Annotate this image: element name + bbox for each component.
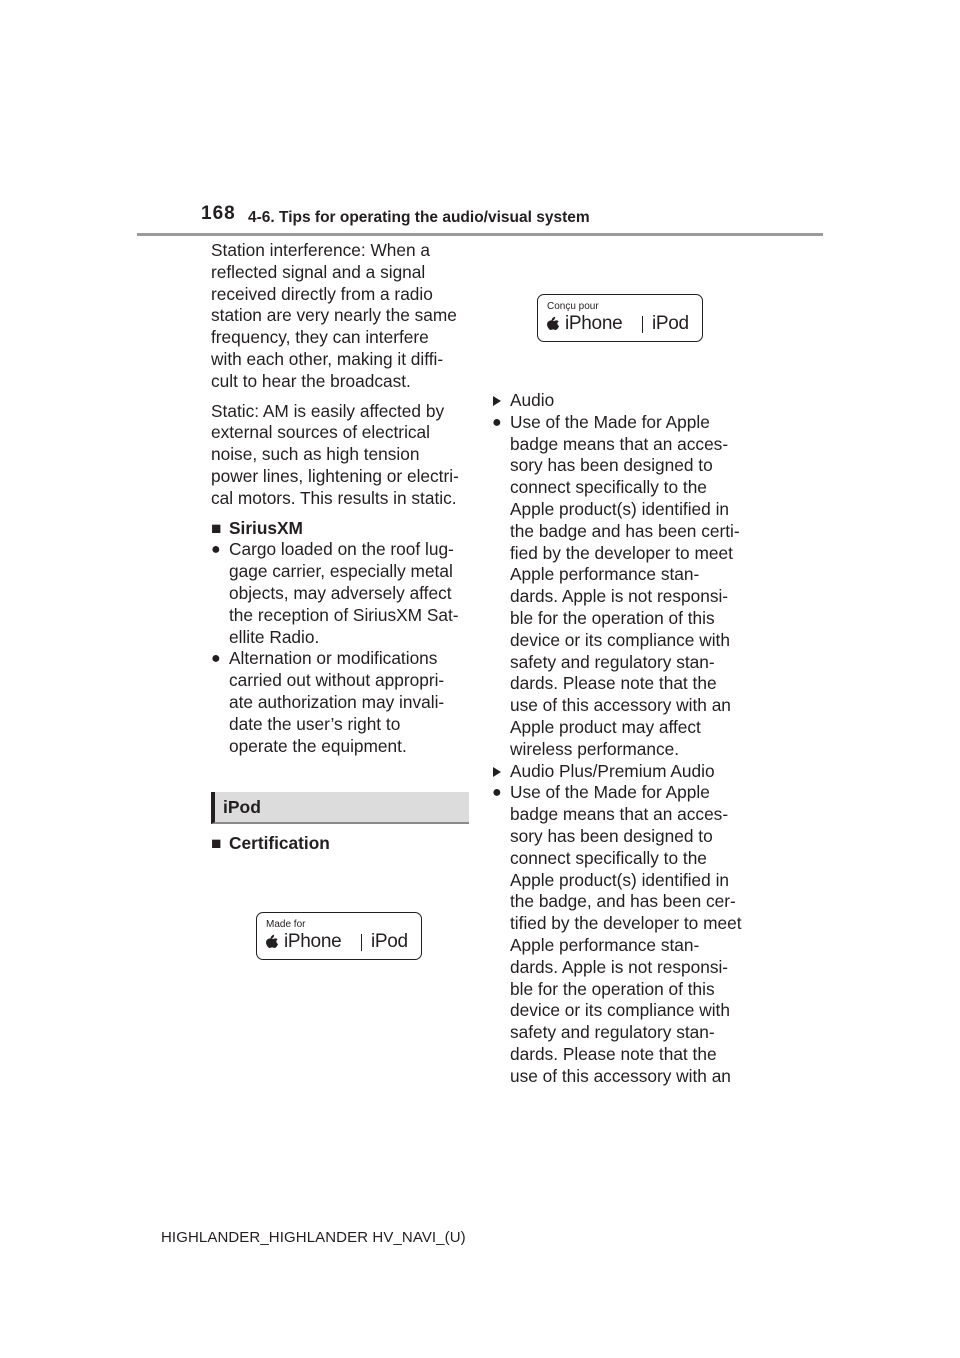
bullet-icon: ● <box>211 650 221 668</box>
triangle-bullet-icon <box>493 767 501 777</box>
badge-ipod-label: iPod <box>652 313 689 334</box>
concu-pour-iphone-ipod-badge <box>537 294 703 342</box>
bullet-item <box>211 648 473 757</box>
text-line: station are very nearly the same <box>211 305 457 326</box>
heading-label: SiriusXM <box>229 517 303 538</box>
text-line: Use of the Made for Apple <box>510 411 710 432</box>
text-line: cal motors. This results in static. <box>211 487 457 508</box>
text-line: gage carrier, especially metal <box>229 561 453 582</box>
text-line: connect specifically to the <box>510 847 707 868</box>
heading-label: Certification <box>229 833 330 853</box>
text-line: frequency, they can interfere <box>211 327 429 348</box>
text-line: the badge, and has been cer- <box>510 891 736 912</box>
text-line: operate the equipment. <box>229 735 407 756</box>
text-line: device or its compliance with <box>510 629 730 650</box>
text-line: Alternation or modifications <box>229 648 438 669</box>
text-line: safety and regulatory stan- <box>510 1022 715 1043</box>
right-column <box>492 390 762 1088</box>
text-line: Apple performance stan- <box>510 934 700 955</box>
section-title: 4-6. Tips for operating the audio/visual system <box>248 209 590 226</box>
subheading-label: Audio <box>510 390 555 410</box>
ipod-section-bar <box>211 792 469 824</box>
page-number: 168 <box>201 203 236 224</box>
header-rule <box>137 233 823 236</box>
text-line: dards. Apple is not responsi- <box>510 586 729 607</box>
text-line: the badge and has been certi- <box>510 520 740 541</box>
text-line: Apple product(s) identified in <box>510 498 730 519</box>
badge-iphone-label: iPhone <box>565 313 623 334</box>
text-line: power lines, lightening or electri- <box>211 465 459 486</box>
text-line: use of this accessory with an <box>510 695 731 716</box>
apple-logo-icon <box>266 933 280 951</box>
bullet-icon: ● <box>492 413 502 431</box>
bullet-icon: ● <box>492 784 502 802</box>
triangle-bullet-icon <box>493 396 501 406</box>
text-line: the reception of SiriusXM Sat- <box>229 604 459 625</box>
station-interference-paragraph <box>211 240 473 393</box>
text-line: sory has been designed to <box>510 455 713 476</box>
badge-divider <box>642 316 643 333</box>
text-line: use of this accessory with an <box>510 1065 731 1086</box>
text-line: ble for the operation of this <box>510 607 715 628</box>
text-line: Cargo loaded on the roof lug- <box>229 539 454 560</box>
bullet-item <box>492 782 762 1087</box>
text-line: fied by the developer to meet <box>510 542 733 563</box>
audio-subheading <box>492 390 762 412</box>
text-line: Apple product(s) identified in <box>510 869 730 890</box>
square-bullet-icon: ■ <box>211 517 222 538</box>
text-line: carried out without appropri- <box>229 670 445 691</box>
text-line: dards. Apple is not responsi- <box>510 956 729 977</box>
text-line: objects, may adversely affect <box>229 582 452 603</box>
text-line: received directly from a radio <box>211 283 433 304</box>
text-line: dards. Please note that the <box>510 1043 717 1064</box>
badge-divider <box>361 934 362 951</box>
text-line: ellite Radio. <box>229 626 320 647</box>
text-line: Static: AM is easily affected by <box>211 400 445 421</box>
text-line: ble for the operation of this <box>510 978 715 999</box>
made-for-iphone-ipod-badge <box>256 912 422 960</box>
text-line: Apple product may affect <box>510 716 701 737</box>
text-line: connect specifically to the <box>510 477 707 498</box>
text-line: Station interference: When a <box>211 240 431 260</box>
text-line: ate authorization may invali- <box>229 691 445 712</box>
text-line: badge means that an acces- <box>510 433 729 454</box>
text-line: reflected signal and a signal <box>211 261 426 282</box>
bullet-icon: ● <box>211 541 221 559</box>
text-line: date the user’s right to <box>229 713 401 734</box>
text-line: tified by the developer to meet <box>510 913 742 934</box>
apple-logo-icon <box>547 315 561 333</box>
text-line: safety and regulatory stan- <box>510 651 715 672</box>
siriusxm-heading <box>211 518 473 540</box>
badge-top-text: Conçu pour <box>547 301 599 312</box>
subheading-label: Audio Plus/Premium Audio <box>510 760 715 781</box>
text-line: sory has been designed to <box>510 825 713 846</box>
text-line: device or its compliance with <box>510 1000 730 1021</box>
text-line: Use of the Made for Apple <box>510 782 710 803</box>
text-line: dards. Please note that the <box>510 673 717 694</box>
static-paragraph <box>211 401 473 510</box>
badge-top-text: Made for <box>266 919 306 930</box>
text-line: with each other, making it diffi- <box>211 348 444 369</box>
audio-plus-subheading <box>492 761 762 783</box>
badge-ipod-label: iPod <box>371 931 408 952</box>
square-bullet-icon: ■ <box>211 833 222 853</box>
text-line: wireless performance. <box>510 738 680 759</box>
certification-heading <box>211 833 330 855</box>
left-column <box>211 240 473 757</box>
bullet-item <box>492 412 762 761</box>
text-line: external sources of electrical <box>211 422 430 443</box>
badge-iphone-label: iPhone <box>284 931 342 952</box>
bullet-item <box>211 539 473 648</box>
text-line: cult to hear the broadcast. <box>211 370 411 391</box>
text-line: Apple performance stan- <box>510 564 700 585</box>
ipod-section-title: iPod <box>223 797 261 817</box>
footer-model-code: HIGHLANDER_HIGHLANDER HV_NAVI_(U) <box>161 1229 466 1246</box>
text-line: badge means that an acces- <box>510 804 729 825</box>
text-line: noise, such as high tension <box>211 444 420 465</box>
